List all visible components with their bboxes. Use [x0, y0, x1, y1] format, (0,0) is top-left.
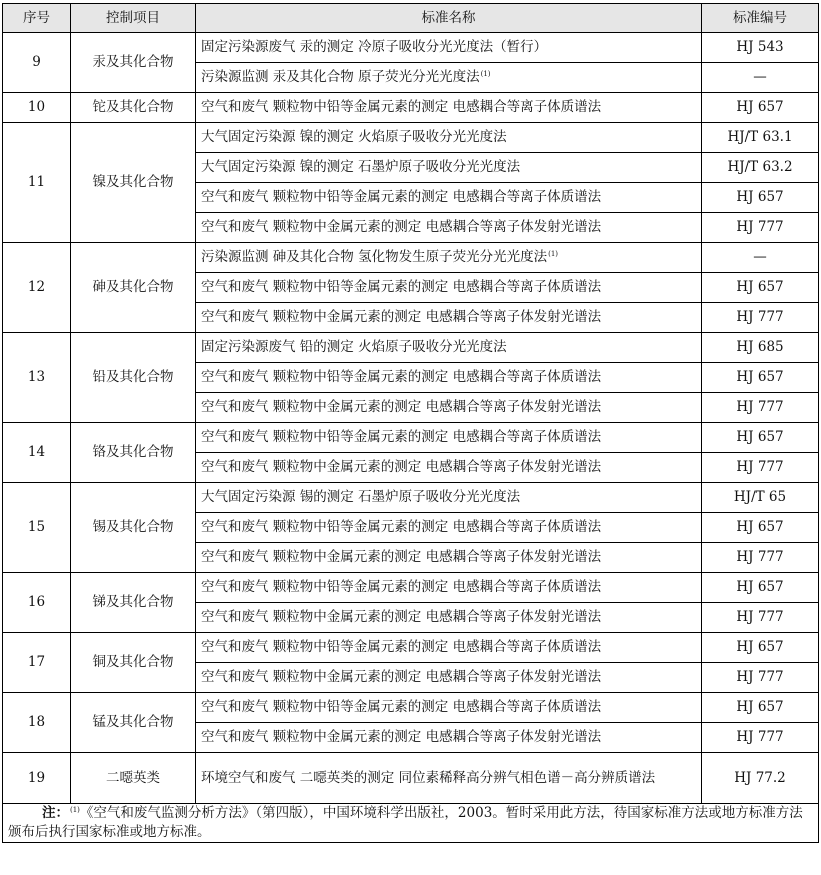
standard-code: HJ 657	[702, 363, 819, 393]
row-number: 16	[3, 573, 71, 633]
table-row	[3, 243, 819, 273]
table-row	[3, 423, 819, 453]
standard-name: 污染源监测 砷及其化合物 氢化物发生原子荧光分光光度法	[201, 249, 548, 265]
standard-code: HJ 657	[702, 573, 819, 603]
control-item: 砷及其化合物	[71, 243, 196, 333]
row-number: 12	[3, 243, 71, 333]
standard-name-cell	[196, 63, 702, 93]
standard-name: 大气固定污染源 镍的测定 火焰原子吸收分光光度法	[201, 129, 507, 145]
standard-name-cell	[196, 543, 702, 573]
standard-name: 空气和废气 颗粒物中铅等金属元素的测定 电感耦合等离子体质谱法	[201, 189, 602, 205]
standards-table	[2, 3, 819, 843]
standard-name: 空气和废气 颗粒物中金属元素的测定 电感耦合等离子体发射光谱法	[201, 549, 602, 565]
standard-name-cell	[196, 663, 702, 693]
header-item: 控制项目	[71, 4, 196, 33]
row-number: 9	[3, 33, 71, 93]
standard-name-cell	[196, 633, 702, 663]
standard-name-cell	[196, 693, 702, 723]
standard-name-cell	[196, 123, 702, 153]
footnote-mark: (1)	[548, 250, 559, 258]
table-row	[3, 753, 819, 804]
note-footnote-mark: (1)	[70, 806, 80, 814]
standard-name: 污染源监测 汞及其化合物 原子荧光分光光度法	[201, 69, 480, 85]
standard-code: HJ 777	[702, 543, 819, 573]
standard-name: 空气和废气 颗粒物中铅等金属元素的测定 电感耦合等离子体质谱法	[201, 429, 602, 445]
control-item: 锡及其化合物	[71, 483, 196, 573]
standard-code: HJ 777	[702, 723, 819, 753]
standard-code: HJ 657	[702, 93, 819, 123]
table-row	[3, 33, 819, 63]
row-number: 11	[3, 123, 71, 243]
standard-code: HJ 777	[702, 393, 819, 423]
header-name: 标准名称	[196, 4, 702, 33]
standard-code: HJ 657	[702, 183, 819, 213]
note-label: 注：	[42, 805, 69, 821]
table-row	[3, 123, 819, 153]
control-item: 二噁英类	[71, 753, 196, 804]
standard-name-cell	[196, 243, 702, 273]
control-item: 汞及其化合物	[71, 33, 196, 93]
standard-name-cell	[196, 573, 702, 603]
row-number: 14	[3, 423, 71, 483]
standard-name-cell	[196, 483, 702, 513]
standard-name-cell	[196, 33, 702, 63]
table-row	[3, 333, 819, 363]
standard-name: 空气和废气 颗粒物中金属元素的测定 电感耦合等离子体发射光谱法	[201, 399, 602, 415]
row-number: 10	[3, 93, 71, 123]
standard-name: 空气和废气 颗粒物中金属元素的测定 电感耦合等离子体发射光谱法	[201, 459, 602, 475]
standard-name-cell	[196, 93, 702, 123]
standard-name-cell	[196, 453, 702, 483]
control-item: 镍及其化合物	[71, 123, 196, 243]
standard-name-cell	[196, 333, 702, 363]
standard-name-cell	[196, 423, 702, 453]
table-body	[3, 33, 819, 843]
standard-name-cell	[196, 363, 702, 393]
standard-name-cell	[196, 273, 702, 303]
row-number: 13	[3, 333, 71, 423]
standard-name: 空气和废气 颗粒物中金属元素的测定 电感耦合等离子体发射光谱法	[201, 219, 602, 235]
table-row	[3, 633, 819, 663]
standard-code: HJ 657	[702, 693, 819, 723]
control-item: 锰及其化合物	[71, 693, 196, 753]
control-item: 铊及其化合物	[71, 93, 196, 123]
standard-code: —	[702, 63, 819, 93]
note-text: 《空气和废气监测分析方法》（第四版），中国环境科学出版社，2003。暂时采用此方法，待国家标准方法或地方标准方法颁布后执行国家标准或地方标准。	[8, 805, 803, 840]
standard-code: HJ 657	[702, 273, 819, 303]
standard-name: 空气和废气 颗粒物中金属元素的测定 电感耦合等离子体发射光谱法	[201, 609, 602, 625]
standard-code: HJ 657	[702, 513, 819, 543]
standard-name: 固定污染源废气 铅的测定 火焰原子吸收分光光度法	[201, 339, 507, 355]
standard-name: 大气固定污染源 锡的测定 石墨炉原子吸收分光光度法	[201, 489, 521, 505]
header-num: 序号	[3, 4, 71, 33]
standard-name-cell	[196, 213, 702, 243]
standard-name: 空气和废气 颗粒物中金属元素的测定 电感耦合等离子体发射光谱法	[201, 729, 602, 745]
row-number: 15	[3, 483, 71, 573]
header-row	[3, 4, 819, 33]
standard-name: 空气和废气 颗粒物中铅等金属元素的测定 电感耦合等离子体质谱法	[201, 579, 602, 595]
standard-code: HJ 777	[702, 213, 819, 243]
standard-name-cell	[196, 153, 702, 183]
control-item: 铬及其化合物	[71, 423, 196, 483]
table-row	[3, 573, 819, 603]
table-row	[3, 693, 819, 723]
standard-name-cell	[196, 513, 702, 543]
table-row	[3, 483, 819, 513]
standard-code: HJ/T 63.2	[702, 153, 819, 183]
standard-name: 空气和废气 颗粒物中铅等金属元素的测定 电感耦合等离子体质谱法	[201, 369, 602, 385]
row-number: 18	[3, 693, 71, 753]
table-row	[3, 93, 819, 123]
standard-name: 空气和废气 颗粒物中金属元素的测定 电感耦合等离子体发射光谱法	[201, 309, 602, 325]
standard-name: 空气和废气 颗粒物中金属元素的测定 电感耦合等离子体发射光谱法	[201, 669, 602, 685]
standard-name: 空气和废气 颗粒物中铅等金属元素的测定 电感耦合等离子体质谱法	[201, 639, 602, 655]
standard-name-cell	[196, 723, 702, 753]
standard-name-cell	[196, 393, 702, 423]
standard-name: 环境空气和废气 二噁英类的测定 同位素稀释高分辨气相色谱－高分辨质谱法	[201, 769, 656, 786]
standard-name: 固定污染源废气 汞的测定 冷原子吸收分光光度法（暂行）	[201, 39, 548, 55]
standard-name: 空气和废气 颗粒物中铅等金属元素的测定 电感耦合等离子体质谱法	[201, 699, 602, 715]
standard-code: HJ 777	[702, 603, 819, 633]
standard-name-cell	[196, 753, 702, 804]
standard-code: HJ 685	[702, 333, 819, 363]
standard-name-cell	[196, 603, 702, 633]
note-cell	[3, 804, 819, 843]
row-number: 17	[3, 633, 71, 693]
control-item: 锑及其化合物	[71, 573, 196, 633]
standard-name-cell	[196, 303, 702, 333]
standard-name: 空气和废气 颗粒物中铅等金属元素的测定 电感耦合等离子体质谱法	[201, 519, 602, 535]
standard-code: HJ 543	[702, 33, 819, 63]
control-item: 铅及其化合物	[71, 333, 196, 423]
standard-name-cell	[196, 183, 702, 213]
standard-code: HJ/T 63.1	[702, 123, 819, 153]
note-row	[3, 804, 819, 843]
standard-code: HJ 777	[702, 453, 819, 483]
footnote-mark: (1)	[480, 70, 491, 78]
standard-name: 空气和废气 颗粒物中铅等金属元素的测定 电感耦合等离子体质谱法	[201, 99, 602, 115]
standard-code: HJ 777	[702, 303, 819, 333]
standard-name: 空气和废气 颗粒物中铅等金属元素的测定 电感耦合等离子体质谱法	[201, 279, 602, 295]
standard-code: —	[702, 243, 819, 273]
standard-code: HJ 657	[702, 633, 819, 663]
standard-code: HJ 77.2	[702, 753, 819, 804]
row-number: 19	[3, 753, 71, 804]
standard-code: HJ 657	[702, 423, 819, 453]
standard-name: 大气固定污染源 镍的测定 石墨炉原子吸收分光光度法	[201, 159, 521, 175]
header-code: 标准编号	[702, 4, 819, 33]
standard-code: HJ/T 65	[702, 483, 819, 513]
standard-code: HJ 777	[702, 663, 819, 693]
control-item: 铜及其化合物	[71, 633, 196, 693]
